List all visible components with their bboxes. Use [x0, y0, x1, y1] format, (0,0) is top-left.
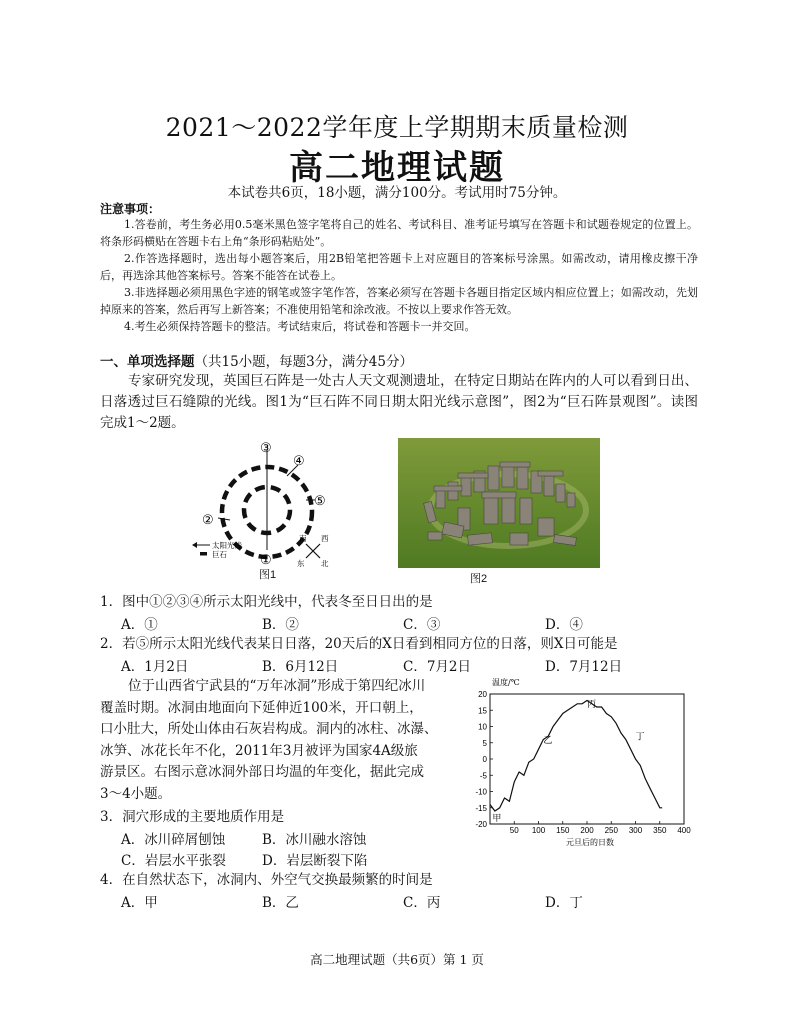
legend-sunray-label: 太阳光线: [212, 541, 242, 550]
passage-line: 覆盖时期。冰洞由地面向下延伸近100米，开口朝上，: [100, 699, 423, 716]
question-3-option-c[interactable]: C．岩层水平张裂: [121, 853, 226, 869]
marker-1: ①: [260, 553, 272, 568]
compass-north: 北: [321, 559, 329, 568]
temperature-series-line: [490, 701, 662, 812]
passage-line: 口小肚大，所处山体由石灰岩构成。洞内的冰柱、冰瀑、: [100, 721, 438, 737]
question-1-option-a[interactable]: A．①: [121, 617, 158, 633]
exam-info: 本试卷共6页，18小题，满分100分。考试用时75分钟。: [227, 185, 567, 201]
temperature-chart: [462, 674, 698, 850]
chart-x-tick-label: 200: [580, 826, 594, 835]
chart-y-tick-label: -10: [475, 787, 487, 797]
question-4-option-d[interactable]: D．丁: [545, 895, 583, 911]
passage-line: 3～4小题。: [100, 785, 172, 802]
figure1-sunray-diagram: [190, 438, 350, 580]
notice-item: 1.答卷前，考生务必用0.5毫米黑色签字笔将自己的姓名、考试科目、准考证号填写在答题卡和试题卷规定的位置上。将条形码横贴在答题卡右上角“条形码粘贴处”。: [100, 218, 698, 248]
chart-x-tick-label: 100: [531, 826, 546, 835]
notice-item: 4.考生必须保持答题卡的整洁。考试结束后，将试卷和答题卡一并交回。: [124, 320, 476, 333]
question-3-option-d[interactable]: D．岩层断裂下陷: [262, 853, 368, 869]
chart-plot-frame: [490, 694, 684, 824]
compass-south: 南: [299, 534, 307, 543]
question-2-option-a[interactable]: A．1月2日: [121, 659, 189, 675]
chart-y-tick-label: 20: [478, 690, 487, 699]
marker-4: ④: [293, 454, 305, 469]
notice-item: 2.作答选择题时，选出每小题答案后，用2B铅笔把答题卡上对应题目的答案标号涂黑。如需改动，请用橡皮擦干净后，再选涂其他答案标号。答案不能答在试卷上。: [100, 252, 698, 282]
section-detail: （共15小题，每题3分，满分45分）: [194, 354, 413, 370]
chart-x-tick-label: 350: [653, 826, 667, 835]
question-3-option-a[interactable]: A．冰川碎屑刨蚀: [121, 832, 226, 848]
passage-line: 游景区。右图示意冰洞外部日均温的年变化，据此完成: [100, 764, 424, 780]
question-2-option-b[interactable]: B．6月12日: [262, 659, 339, 675]
chart-annotation: 丙: [587, 700, 597, 710]
chart-x-tick-label: 250: [604, 826, 618, 835]
legend-arrow-icon: [192, 542, 197, 548]
marker-3: ③: [260, 441, 272, 456]
chart-y-tick-label: -5: [479, 771, 487, 781]
compass-east: 东: [297, 559, 305, 568]
figure2-stonehenge-photo: [398, 438, 600, 568]
notice-item: 3.非选择题必须用黑色字迹的钢笔或签字笔作答，答案必须写在答题卡各题目指定区域内相应位置上；如需改动，先划掉原来的答案，然后再写上新答案；不准使用铅笔和涂改液。不按以上要求作答无效。: [100, 286, 698, 316]
chart-annotation: 乙: [543, 735, 553, 746]
question-2-stem: 2．若⑤所示太阳光线代表某日日落，20天后的X日看到相同方位的日落，则X日可能是: [100, 636, 618, 652]
chart-y-tick-label: 10: [478, 722, 487, 732]
notice-heading: 注意事项：: [100, 202, 161, 216]
exam-title: 2021～2022学年度上学期期末质量检测: [165, 113, 629, 142]
question-1-option-b[interactable]: B．②: [262, 617, 299, 633]
notice-list: [100, 216, 698, 335]
chart-x-tick-label: 150: [556, 826, 570, 835]
figure2-caption: 图2: [470, 573, 488, 585]
question-4-option-c[interactable]: C．丙: [403, 895, 441, 911]
question-2-option-c[interactable]: C．7月2日: [403, 659, 472, 675]
marker-2: ②: [202, 513, 214, 528]
chart-y-tick-label: -15: [475, 803, 487, 813]
chart-y-tick-label: 15: [478, 706, 487, 716]
chart-x-axis-label: 元旦后的日数: [566, 838, 614, 847]
legend-stone-label: 巨石: [212, 550, 227, 559]
chart-x-tick-label: 300: [628, 826, 643, 835]
question-2-option-d[interactable]: D．7月12日: [545, 659, 623, 675]
chart-x-tick-label: 50: [509, 826, 519, 835]
passage-ice-cave: [100, 676, 460, 805]
passage-line: 位于山西省宁武县的“万年冰洞”形成于第四纪冰川: [128, 678, 426, 694]
chart-y-axis-label: 温度/℃: [492, 678, 520, 687]
legend-stone-mark: [200, 552, 207, 556]
marker-5: ⑤: [314, 494, 326, 509]
figure1-caption: 图1: [259, 569, 277, 581]
question-1-stem: 1．图中①②③④所示太阳光线中，代表冬至日日出的是: [100, 594, 433, 610]
compass-west: 西: [321, 534, 329, 543]
section-title: 一、单项选择题: [100, 354, 195, 370]
subject-title: 高二地理试题: [289, 148, 505, 188]
section-heading: [100, 350, 413, 370]
question-3-stem: 3．洞穴形成的主要地质作用是: [100, 809, 285, 825]
question-4-option-a[interactable]: A．甲: [121, 895, 158, 911]
question-4-option-b[interactable]: B．乙: [262, 895, 299, 911]
chart-y-tick-label: 5: [482, 738, 487, 748]
passage-line: 冰笋、冰花长年不化，2011年3月被评为国家4A级旅: [100, 742, 418, 759]
question-1-option-d[interactable]: D．④: [545, 617, 583, 633]
chart-y-tick-label: -20: [475, 820, 487, 829]
question-3-option-b[interactable]: B．冰川融水溶蚀: [262, 832, 367, 848]
question-4-stem: 4．在自然状态下，冰洞内、外空气交换最频繁的时间是: [100, 872, 433, 888]
page-footer: 高二地理试题（共6页）第 1 页: [310, 952, 484, 967]
chart-y-tick-label: 0: [482, 755, 487, 764]
chart-annotation: 丁: [635, 732, 645, 743]
chart-annotation: 甲: [492, 813, 502, 824]
passage-stonehenge: 专家研究发现，英国巨石阵是一处古人天文观测遗址，在特定日期站在阵内的人可以看到日出、日落透过巨石缝隙的光线。图1为“巨石阵不同日期太阳光线示意图”，图2为“巨石阵景观图”。读图完成1～2题。: [100, 373, 698, 431]
question-1-option-c[interactable]: C．③: [403, 617, 441, 633]
chart-x-tick-label: 400: [677, 826, 691, 835]
